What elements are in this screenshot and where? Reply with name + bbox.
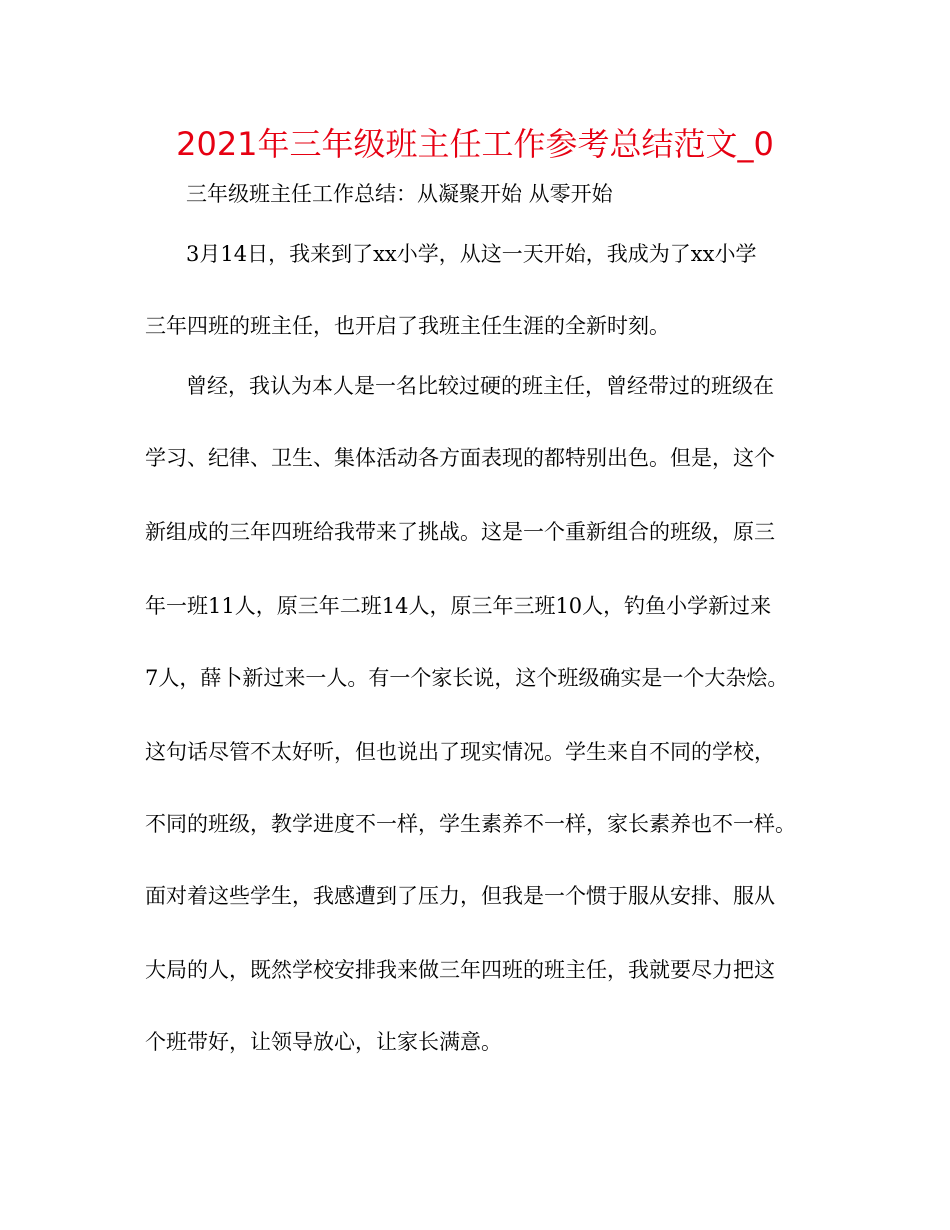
paragraph-line: 三年四班的班主任，也开启了我班主任生涯的全新时刻。 <box>145 314 670 338</box>
paragraph-line: 大局的人，既然学校安排我来做三年四班的班主任，我就要尽力把这 <box>145 958 775 982</box>
paragraph-line: 个班带好，让领导放心，让家长满意。 <box>145 1030 502 1054</box>
paragraph-line: 不同的班级，教学进度不一样，学生素养不一样，家长素养也不一样。 <box>145 812 796 836</box>
document-title: 2021年三年级班主任工作参考总结范文_0 <box>176 125 774 163</box>
paragraph-line: 7人，薛卜新过来一人。有一个家长说，这个班级确实是一个大杂烩。 <box>145 666 789 690</box>
paragraph-line: 3月14日，我来到了xx小学，从这一天开始，我成为了xx小学 <box>186 242 757 266</box>
paragraph-line: 新组成的三年四班给我带来了挑战。这是一个重新组合的班级，原三 <box>145 520 775 544</box>
paragraph-line: 学习、纪律、卫生、集体活动各方面表现的都特别出色。但是，这个 <box>145 446 775 470</box>
paragraph-line: 曾经，我认为本人是一名比较过硬的班主任，曾经带过的班级在 <box>186 374 774 398</box>
document-subtitle: 三年级班主任工作总结：从凝聚开始 从零开始 <box>186 182 613 206</box>
paragraph-line: 年一班11人，原三年二班14人，原三年三班10人，钓鱼小学新过来 <box>145 594 772 618</box>
paragraph-line: 这句话尽管不太好听，但也说出了现实情况。学生来自不同的学校， <box>145 740 775 764</box>
paragraph-line: 面对着这些学生，我感遭到了压力，但我是一个惯于服从安排、服从 <box>145 884 775 908</box>
